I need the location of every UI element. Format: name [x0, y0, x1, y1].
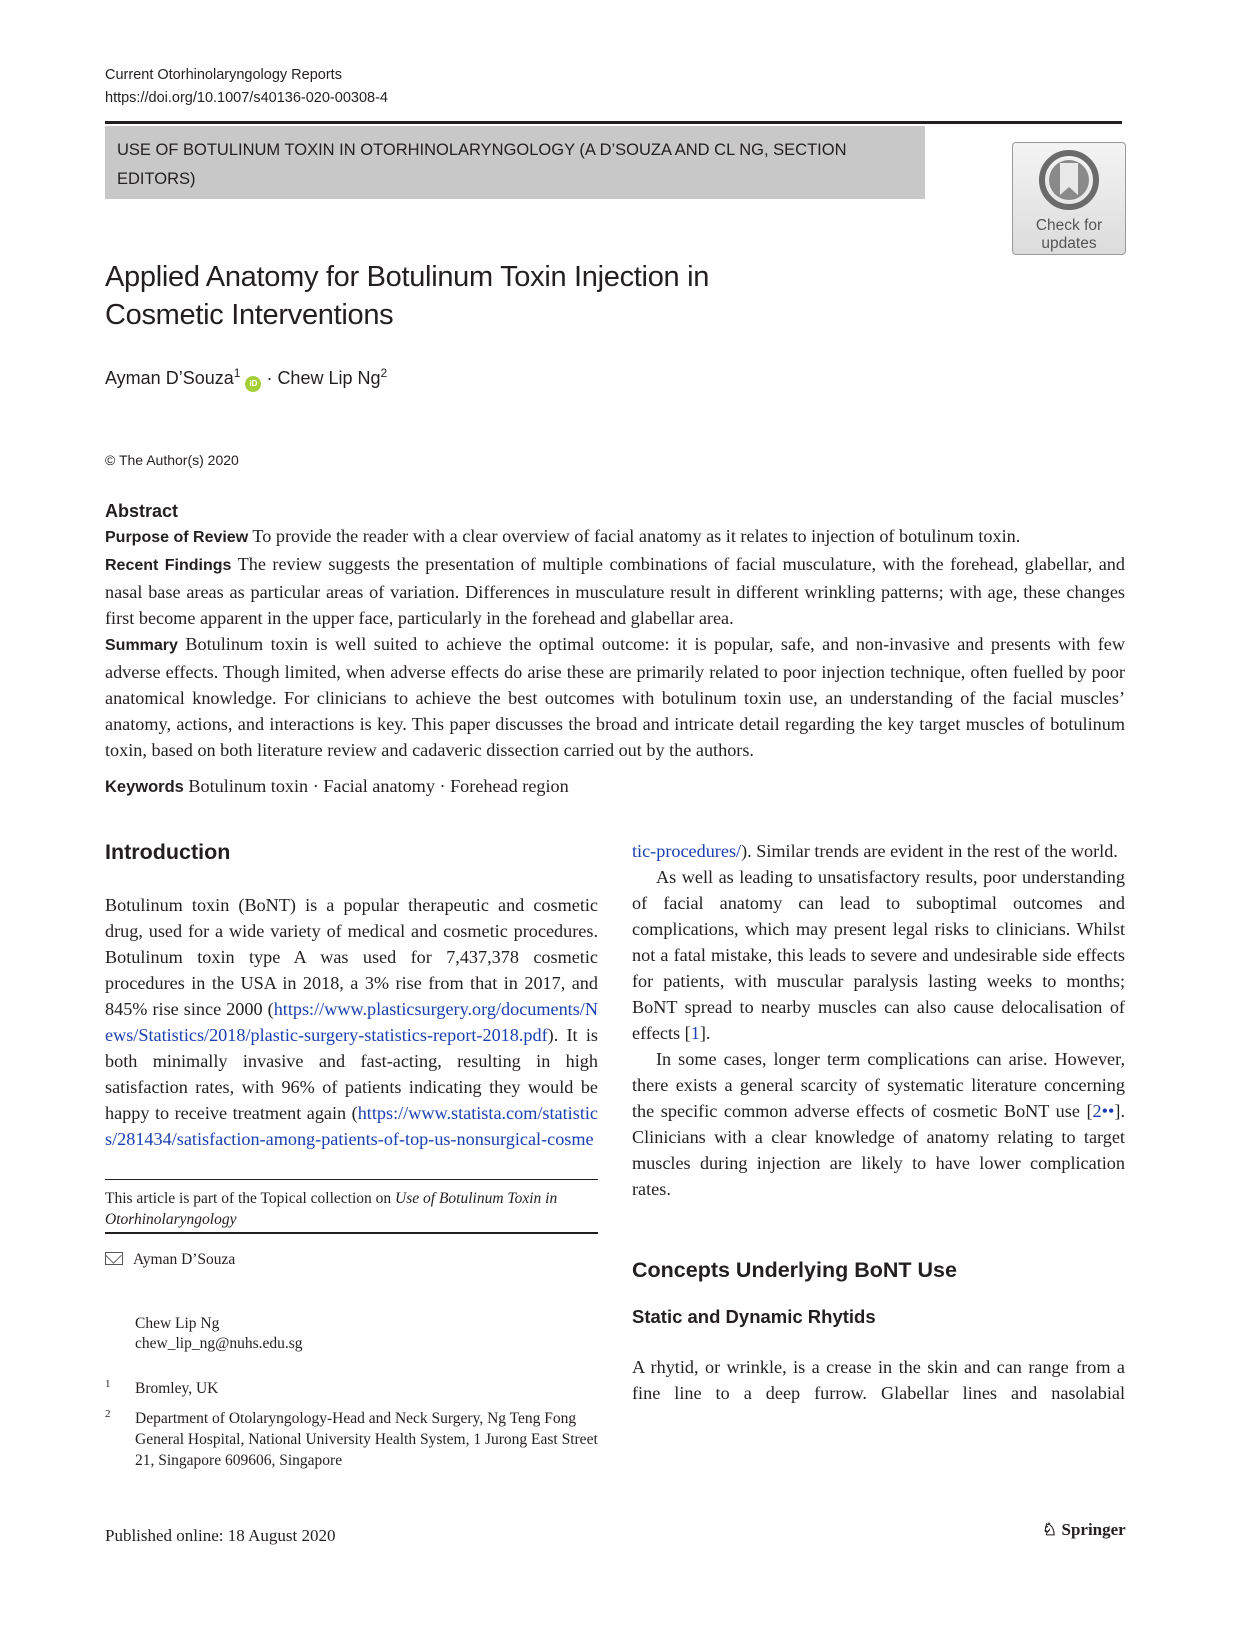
- affiliation-number: 2: [105, 1408, 111, 1420]
- section-banner-line2: EDITORS): [117, 170, 196, 188]
- intro-text: ). Similar trends are evident in the rest of the world.: [741, 841, 1118, 861]
- paragraph-continuation: [632, 838, 1125, 864]
- article-title-line2: Cosmetic Interventions: [105, 299, 394, 331]
- article-title: [105, 258, 865, 334]
- affiliation-marker: 1: [233, 366, 241, 380]
- corresponding-contacts: [105, 1250, 598, 1354]
- springer-horse-icon: ♘: [1042, 1520, 1058, 1539]
- corresponding-author[interactable]: Ayman D’Souza: [133, 1251, 236, 1268]
- footnote-text: This article is part of the Topical collection on: [105, 1190, 396, 1207]
- publisher-name: Springer: [1061, 1520, 1126, 1539]
- affiliation-text: Bromley, UK: [135, 1380, 219, 1397]
- check-for-updates-badge[interactable]: [1012, 142, 1126, 255]
- coauthor-email[interactable]: chew_lip_ng@nuhs.edu.sg: [135, 1335, 303, 1352]
- spacer: [632, 1202, 1125, 1256]
- reference-link[interactable]: 2••: [1092, 1101, 1115, 1121]
- footnote-rule: [105, 1232, 598, 1234]
- abstract-findings: [105, 551, 1125, 631]
- affiliation-marker: 2: [380, 366, 388, 380]
- intro-text: Botulinum toxin (BoNT) is a popular therapeutic and cosmetic drug, used for a wide variety of medical and cosmetic procedures. Botulinum toxin type A was used for 7,437,378 cosmetic procedures in the USA in 2018, a 3% rise from that in 2017, and 845% rise since 2000 (: [105, 895, 598, 1019]
- abstract-heading: Abstract: [105, 501, 179, 521]
- section-banner-line1: USE OF BOTULINUM TOXIN IN OTORHINOLARYNGOLOGY (A D’SOUZA AND CL NG, SECTION: [117, 141, 847, 159]
- published-date: Published online: 18 August 2020: [105, 1526, 336, 1545]
- statista-link[interactable]: https://www.statista.com/statistics/281434/satisfaction-among-patients-of-top-us-nonsurgical-cosme: [105, 1103, 598, 1149]
- topical-collection-footnote: [105, 1179, 598, 1230]
- author-separator: ·: [261, 368, 278, 388]
- doi-link[interactable]: https://doi.org/10.1007/s40136-020-00308-4: [105, 90, 388, 106]
- abstract-summary: [105, 631, 1125, 763]
- article-title-line1: Applied Anatomy for Botulinum Toxin Injection in: [105, 261, 710, 293]
- intro-text: As well as leading to unsatisfactory results, poor understanding of facial anatomy can lead to suboptimal outcomes and complications, which may present legal risks to clinicians. Whilst not a fatal mistake, this leads to severe and undesirable side effects for patients, with muscular paralysis lasting weeks to months; BoNT spread to nearby muscles can also cause delocalisation of effects [: [632, 867, 1125, 1043]
- statista-link[interactable]: tic-procedures/: [632, 841, 742, 861]
- intro-text: ]. Clinicians with a clear knowledge of anatomy relating to target muscles during injection are likely to have lower complication rates.: [632, 1101, 1125, 1199]
- plasticsurgery-link[interactable]: https://www.plasticsurgery.org/documents/News/Statistics/2018/plastic-surgery-statistics-report-2018.pdf: [105, 999, 598, 1045]
- introduction-paragraph-2: [632, 864, 1125, 1046]
- copyright-notice: © The Author(s) 2020: [105, 452, 239, 468]
- journal-name: Current Otorhinolaryngology Reports: [105, 67, 342, 83]
- abstract: [105, 499, 1125, 763]
- intro-text: ). It is both minimally invasive and fast-acting, resulting in high satisfaction rates, with 96% of patients indicating they would be happy to receive treatment again (: [105, 1025, 598, 1123]
- orcid-icon[interactable]: iD: [245, 376, 261, 392]
- right-column: [632, 838, 1125, 1406]
- spacer: [632, 1330, 1125, 1354]
- rhytids-subheading: Static and Dynamic Rhytids: [632, 1306, 876, 1327]
- keywords-label: Keywords: [105, 778, 184, 796]
- publisher-logo: [1042, 1520, 1126, 1540]
- envelope-icon: [105, 1252, 123, 1265]
- footnote-collection-title: Use of Botulinum Toxin in Otorhinolaryngology: [105, 1190, 558, 1228]
- abstract-summary-text: Botulinum toxin is well suited to achieve the optimal outcome: it is popular, safe, and non-invasive and presents with few adverse effects. Though limited, when adverse effects do arise these are primarily related to poor injection technique, often fuelled by poor anatomical knowledge. For clinicians to achieve the best outcomes with botulinum toxin use, an understanding of the facial muscles’ anatomy, actions, and interactions is key. This paper discusses the broad and intricate detail regarding the key target muscles of botulinum toxin, based on both literature review and cadaveric dissection carried out by the authors.: [105, 634, 1125, 760]
- keywords: [105, 776, 569, 797]
- introduction-paragraph-1: [632, 838, 1125, 864]
- abstract-summary-label: Summary: [105, 637, 178, 654]
- introduction-paragraph-1: [105, 892, 598, 1152]
- intro-text: ].: [699, 1023, 711, 1043]
- coauthor-name: Chew Lip Ng: [135, 1315, 220, 1332]
- introduction-heading: Introduction: [105, 840, 231, 864]
- section-banner: [105, 126, 925, 199]
- affiliation-2: [105, 1408, 598, 1471]
- spacer: [632, 1284, 1125, 1304]
- introduction-paragraph-3: [632, 1046, 1125, 1202]
- abstract-findings-label: Recent Findings: [105, 557, 232, 574]
- left-column: [105, 838, 598, 1152]
- concepts-heading: Concepts Underlying BoNT Use: [632, 1258, 957, 1282]
- abstract-purpose: [105, 523, 1125, 551]
- abstract-findings-text: The review suggests the presentation of multiple combinations of facial musculature, with the forehead, glabellar, and nasal base areas as particular areas of variation. Differences in musculature result in different wrinkling patterns; with age, these changes first become apparent in the upper face, particularly in the forehead and glabellar area.: [105, 554, 1125, 628]
- check-for-updates-line2: updates: [1041, 235, 1097, 252]
- paragraph-clip: [105, 892, 598, 1152]
- affiliation-number: 1: [105, 1378, 111, 1390]
- check-for-updates-line1: Check for: [1035, 217, 1103, 234]
- crossmark-icon: [1038, 149, 1100, 211]
- abstract-purpose-text: To provide the reader with a clear overview of facial anatomy as it relates to injection of botulinum toxin.: [252, 526, 1021, 546]
- rhytids-paragraph: A rhytid, or wrinkle, is a crease in the skin and can range from a fine line to a deep furrow. Glabellar lines and nasolabial: [632, 1357, 1125, 1403]
- keywords-text: Botulinum toxin · Facial anatomy · Forehead region: [188, 776, 569, 796]
- affiliation-text: Department of Otolaryngology-Head and Neck Surgery, Ng Teng Fong General Hospital, National University Health System, 1 Jurong East Street 21, Singapore 609606, Singapore: [135, 1410, 598, 1469]
- author-name[interactable]: Chew Lip Ng: [277, 368, 381, 388]
- reference-link[interactable]: 1: [690, 1023, 700, 1043]
- header-rule: [105, 121, 1122, 124]
- intro-text: In some cases, longer term complications can arise. However, there exists a general scarcity of systematic literature concerning the specific common adverse effects of cosmetic BoNT use [: [632, 1049, 1125, 1121]
- author-list: [105, 366, 387, 392]
- author-name[interactable]: Ayman D’Souza: [105, 368, 234, 388]
- affiliation-1: [105, 1378, 598, 1399]
- abstract-purpose-label: Purpose of Review: [105, 529, 249, 546]
